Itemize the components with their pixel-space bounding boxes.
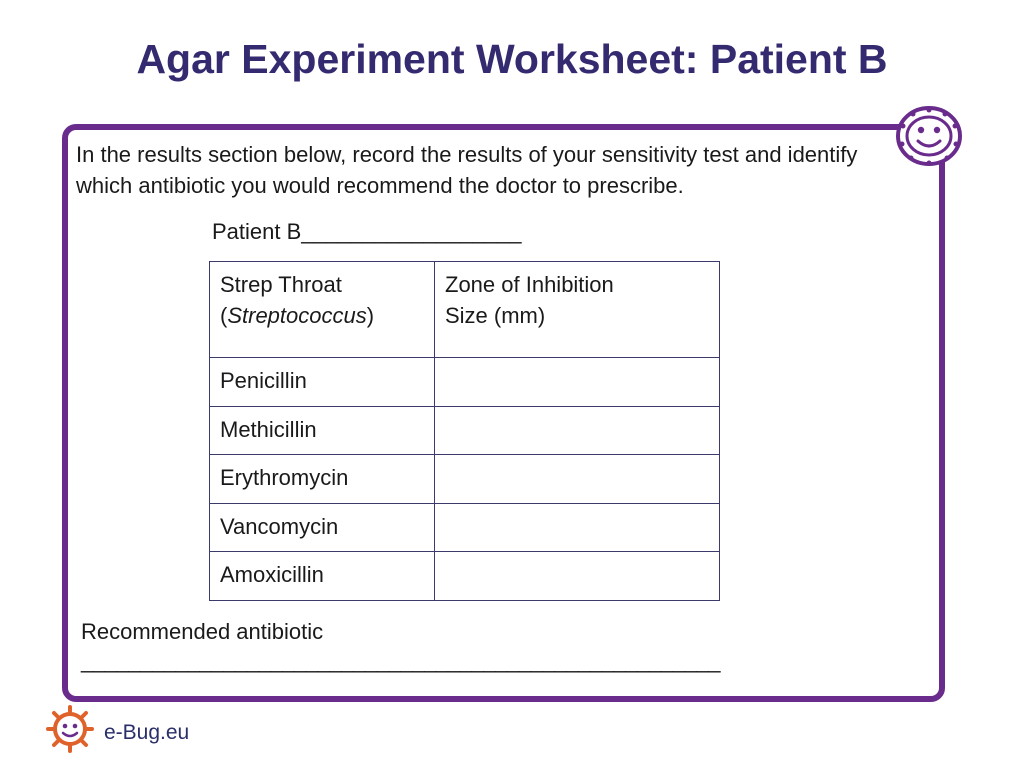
table-row — [210, 552, 720, 601]
antibiotic-name: Penicillin — [210, 358, 435, 407]
smiley-microbe-icon — [893, 104, 963, 168]
table-row — [210, 406, 720, 455]
antibiotic-name: Amoxicillin — [210, 552, 435, 601]
table-row — [210, 503, 720, 552]
header-bacteria-cell: Strep Throat (Streptococcus) — [210, 262, 435, 358]
header-bacteria-species: Streptococcus — [227, 303, 367, 328]
table-row — [210, 358, 720, 407]
header-zone-unit: Size (mm) — [445, 303, 546, 328]
antibiotic-name: Methicillin — [210, 406, 435, 455]
instructions-text: In the results section below, record the results of your sensitivity test and identify which antibiotic you would recommend the doctor to prescribe. — [76, 142, 858, 198]
header-zone-cell — [435, 262, 720, 358]
zone-size-entry — [435, 406, 720, 455]
zone-size-entry — [435, 552, 720, 601]
recommended-antibiotic-label: Recommended antibiotic — [81, 619, 324, 644]
results-table — [209, 261, 720, 601]
table-row — [210, 455, 720, 504]
recommended-antibiotic-answer-line: ______________________________________________________ — [81, 648, 721, 673]
antibiotic-name: Vancomycin — [210, 503, 435, 552]
antibiotic-name: Erythromycin — [210, 455, 435, 504]
patient-name-field: Patient B__________________ — [212, 219, 522, 244]
footer-brand: e-Bug.eu — [104, 721, 190, 744]
zone-size-entry — [435, 455, 720, 504]
zone-size-entry — [435, 358, 720, 407]
page-title: Agar Experiment Worksheet: Patient B — [136, 36, 888, 82]
header-zone-label: Zone of Inhibition — [445, 272, 614, 297]
header-bacteria-label: Strep Throat — [220, 272, 342, 297]
orange-microbe-logo-icon — [44, 703, 96, 755]
zone-size-entry — [435, 503, 720, 552]
table-header-row — [210, 262, 720, 358]
